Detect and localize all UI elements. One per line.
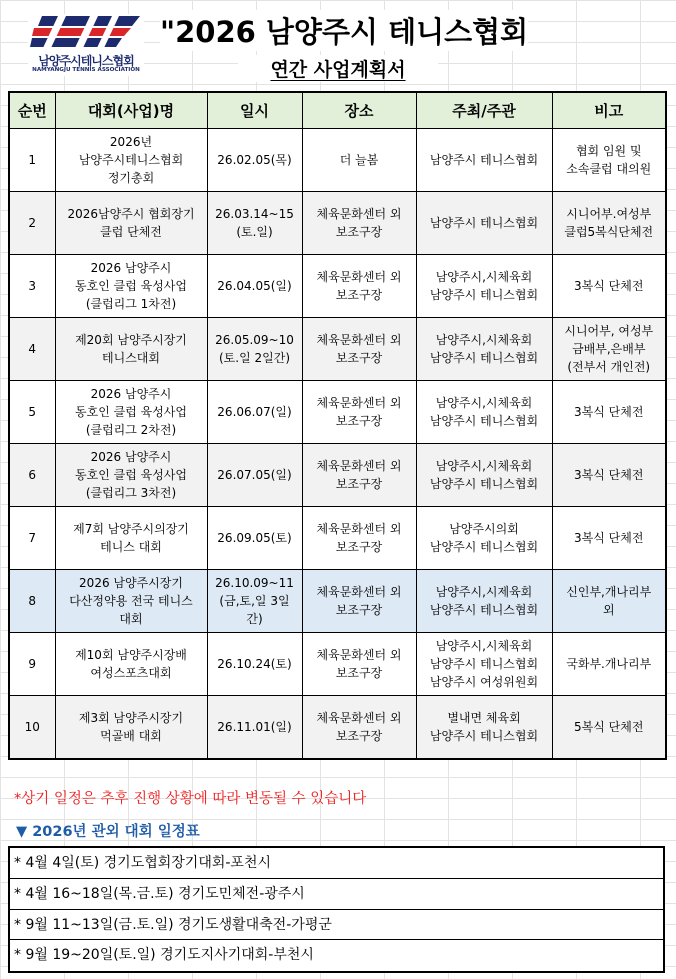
cell-event-name: 2026 남양주시장기 다산정약용 전국 테니스 대회 (55, 570, 207, 633)
cell-date: 26.03.14~15 (토.일) (207, 192, 302, 255)
cell-remarks: 3복식 단체전 (552, 507, 666, 570)
table-row (9, 696, 666, 760)
cell-host: 남양주시,시체육회 남양주시 테니스협회 (416, 381, 552, 444)
cell-remarks: 시니어부.여성부 클럽5복식단체전 (552, 192, 666, 255)
list-item: * 9월 11~13일(금.토.일) 경기도생활대축전-가평군 (10, 910, 663, 941)
cell-remarks: 5복식 단체전 (552, 696, 666, 760)
cell-remarks: 국화부.개나리부 (552, 633, 666, 696)
cell-event-name: 2026년 남양주시테니스협회 정기총회 (55, 129, 207, 192)
cell-place: 체육문화센터 외 보조구장 (302, 696, 416, 760)
cell-date: 26.04.05(일) (207, 255, 302, 318)
cell-event-name: 제3회 남양주시장기 먹골배 대회 (55, 696, 207, 760)
external-schedule-title: ▼ 2026년 관외 대회 일정표 (16, 824, 200, 840)
table-row (9, 633, 666, 696)
cell-number: 10 (9, 696, 55, 760)
table-header-row (9, 92, 666, 129)
list-item: * 9월 19~20일(토.일) 경기도지사기대회-부천시 (14, 947, 314, 964)
column-header-remarks: 비고 (552, 92, 666, 129)
cell-remarks: 3복식 단체전 (552, 444, 666, 507)
cell-number: 9 (9, 633, 55, 696)
table-row (9, 318, 666, 381)
table-row (9, 192, 666, 255)
external-schedule-list (8, 846, 665, 973)
cell-host: 남양주시 테니스협회 (416, 192, 552, 255)
cell-event-name: 2026 남양주시 동호인 클럽 육성사업 (클럽리그 3차전) (55, 444, 207, 507)
cell-event-name: 제20회 남양주시장기 테니스대회 (55, 318, 207, 381)
list-item: * 4월 4일(토) 경기도협회장기대회-포천시 (10, 848, 663, 879)
cell-place: 체육문화센터 외 보조구장 (302, 255, 416, 318)
cell-host: 남양주시,시체육회 남양주시 테니스협회 (416, 255, 552, 318)
page-title: "2026 남양주시 테니스협회 (160, 10, 528, 51)
cell-date: 26.09.05(토) (207, 507, 302, 570)
table-row (9, 570, 666, 633)
cell-date: 26.07.05(일) (207, 444, 302, 507)
list-item: * 4월 16~18일(목.금.토) 경기도민체전-광주시 (10, 879, 663, 910)
cell-host: 남양주시,시체육회 남양주시 테니스협회 (416, 444, 552, 507)
cell-number: 4 (9, 318, 55, 381)
cell-number: 5 (9, 381, 55, 444)
column-header-host: 주최/주관 (416, 92, 552, 129)
cell-event-name: 2026 남양주시 동호인 클럽 육성사업 (클럽리그 1차전) (55, 255, 207, 318)
cell-remarks: 신인부,개나리부 외 (552, 570, 666, 633)
cell-host: 남양주시,시체육회 남양주시 테니스협회 남양주시 여성위원회 (416, 633, 552, 696)
cell-number: 8 (9, 570, 55, 633)
cell-date: 26.10.09~11 (금,토,일 3일 간) (207, 570, 302, 633)
nta-emblem-icon (28, 14, 144, 54)
cell-number: 2 (9, 192, 55, 255)
cell-remarks: 3복식 단체전 (552, 255, 666, 318)
cell-date: 26.02.05(목) (207, 129, 302, 192)
cell-event-name: 제7회 남양주시의장기 테니스 대회 (55, 507, 207, 570)
cell-host: 별내면 체육회 남양주시 테니스협회 (416, 696, 552, 760)
cell-place: 체육문화센터 외 보조구장 (302, 507, 416, 570)
cell-host: 남양주시의회 남양주시 테니스협회 (416, 507, 552, 570)
association-logo (28, 14, 144, 76)
cell-host: 남양주시,시체육회 남양주시 테니스협회 (416, 318, 552, 381)
cell-remarks: 협회 임원 및 소속클럽 대의원 (552, 129, 666, 192)
cell-remarks: 시니어부, 여성부 금배부,은배부 (전부서 개인전) (552, 318, 666, 381)
cell-place: 체육문화센터 외 보조구장 (302, 633, 416, 696)
cell-event-name: 2026남양주시 협회장기 클럽 단체전 (55, 192, 207, 255)
cell-number: 1 (9, 129, 55, 192)
table-row (9, 444, 666, 507)
cell-place: 체육문화센터 외 보조구장 (302, 381, 416, 444)
table-row (9, 507, 666, 570)
cell-place: 체육문화센터 외 보조구장 (302, 192, 416, 255)
column-header-date: 일시 (207, 92, 302, 129)
page-subtitle: 연간 사업계획서 (238, 55, 438, 82)
cell-place: 체육문화센터 외 보조구장 (302, 570, 416, 633)
cell-date: 26.11.01(일) (207, 696, 302, 760)
cell-place: 더 늘봄 (302, 129, 416, 192)
cell-number: 6 (9, 444, 55, 507)
cell-date: 26.10.24(토) (207, 633, 302, 696)
table-row (9, 381, 666, 444)
logo-english-name: NAMYANGJU TENNIS ASSOCIATION (32, 67, 140, 73)
cell-remarks: 3복식 단체전 (552, 381, 666, 444)
cell-number: 7 (9, 507, 55, 570)
cell-event-name: 제10회 남양주시장배 여성스포츠대회 (55, 633, 207, 696)
cell-event-name: 2026 남양주시 동호인 클럽 육성사업 (클럽리그 2차전) (55, 381, 207, 444)
annual-plan-table (8, 91, 667, 760)
cell-host: 남양주시,시제육회 남양주시 테니스협회 (416, 570, 552, 633)
table-row (9, 129, 666, 192)
column-header-place: 장소 (302, 92, 416, 129)
logo-korean-name: 남양주시테니스협회 (38, 54, 134, 68)
cell-number: 3 (9, 255, 55, 318)
cell-date: 26.06.07(일) (207, 381, 302, 444)
cell-host: 남양주시 테니스협회 (416, 129, 552, 192)
column-header-number: 순번 (9, 92, 55, 129)
cell-date: 26.05.09~10 (토.일 2일간) (207, 318, 302, 381)
column-header-event-name: 대회(사업)명 (55, 92, 207, 129)
schedule-change-notice: *상기 일정은 추후 진행 상황에 따라 변동될 수 있습니다 (14, 791, 367, 807)
table-row (9, 255, 666, 318)
cell-place: 체육문화센터 외 보조구장 (302, 318, 416, 381)
cell-place: 체육문화센터 외 보조구장 (302, 444, 416, 507)
